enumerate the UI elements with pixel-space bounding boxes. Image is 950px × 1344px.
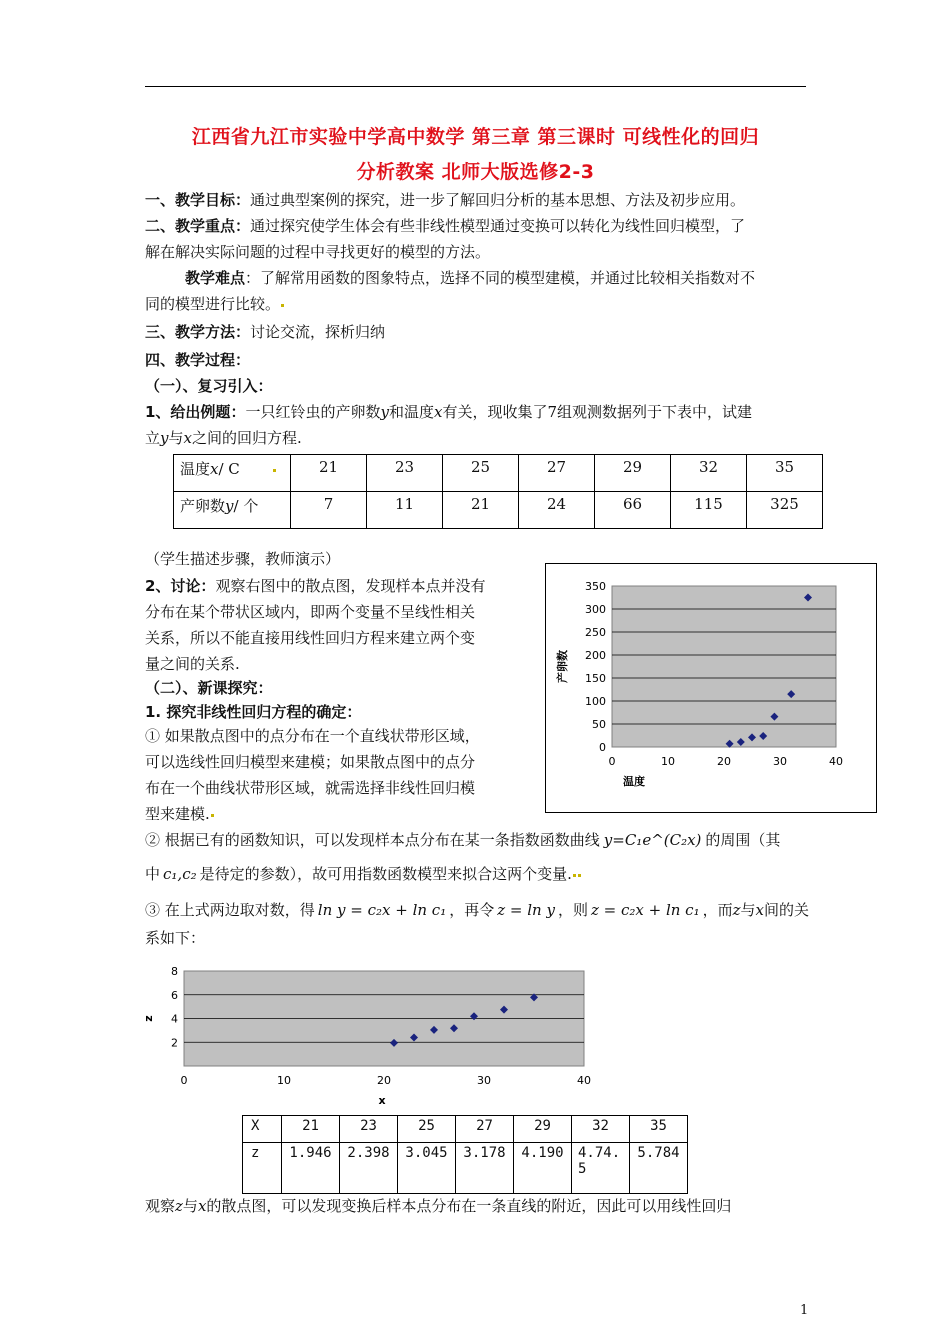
var-x: x [433,403,443,421]
table-cell: 21 [291,455,367,492]
diff-line-2 [145,294,285,314]
table-cell: 115 [671,492,747,529]
x-tick-label: 40 [577,1074,591,1087]
new-topic-label: （二）、新课探究： [145,679,273,697]
discussion-text: 观察右图中的散点图，发现样本点并没有 [215,577,486,595]
table-cell: 25 [398,1116,456,1143]
point3-text: ，而 [702,901,733,919]
table-row [243,1116,688,1143]
plot-area [612,586,836,747]
process-line [145,350,250,370]
y-tick-label: 350 [585,580,606,593]
page-number: 1 [800,1303,809,1318]
example-text: 和温度 [388,403,434,421]
y-tick-label: 8 [171,965,178,978]
var-x: x [210,460,219,478]
discussion-line-1 [145,576,485,596]
key-text-1: 通过探究使学生体会有些非线性模型通过变换可以转化为线性回归模型，了 [250,217,746,235]
y-tick-label: 300 [585,603,606,616]
formula-linear: z = c₂x + ln c₁ [590,901,700,919]
table-row-label: X [243,1116,282,1143]
method-text: 讨论交流，探析归纳 [250,323,386,341]
x-tick-label: 40 [829,755,843,768]
review-line [145,376,273,396]
point3-text: ，再令 [449,901,495,919]
table-cell: 29 [514,1116,572,1143]
formula-sub: z = ln y [497,901,555,919]
discussion-label: 2、讨论： [145,577,216,595]
mark-dot [211,814,214,817]
example-line-2 [145,428,302,448]
point2-line-1 [145,830,780,850]
y-tick-label: 6 [171,988,178,1002]
example-text: 有关，现收集了7组观测数据列于下表中，试建 [442,403,752,421]
point2-text: 是待定的参数），故可用指数函数模型来拟合这两个变量. [199,865,572,883]
goal-label: 一、教学目标： [145,191,251,209]
key-line-2: 解在解决实际问题的过程中寻找更好的模型的方法。 [145,243,491,261]
table-cell: 32 [671,455,747,492]
table-cell: 27 [519,455,595,492]
table-cell: 1.946 [282,1143,340,1194]
mark-dot [273,469,276,472]
unit-text: / C [218,460,240,478]
x-axis-label: x [378,1094,386,1107]
formula-exponential: y=C₁e^(C₂x) [603,831,702,849]
y-tick-label: 50 [592,718,606,731]
table-cell: 21 [282,1116,340,1143]
mark-dot [281,304,284,307]
table-row-label: z [243,1143,282,1194]
point2-text: 中 [145,865,161,883]
y-tick-label: 2 [171,1036,178,1050]
diff-text-2: 同的模型进行比较。 [145,295,281,313]
table-cell: 35 [630,1116,688,1143]
table-row [174,455,823,492]
x-tick-label: 30 [773,755,787,768]
example-text: 一只红铃虫的产卵数 [245,403,381,421]
var-z: z [732,901,741,919]
diff-text-1: ：了解常用函数的图象特点，选择不同的模型建模，并通过比较相关指数对不 [245,269,756,287]
example-label: 1、给出例题： [145,403,246,421]
diff-line-1 [185,268,755,288]
table-row-label [174,455,291,492]
example-text: 与 [168,429,184,447]
x-tick-label: 0 [608,755,616,768]
y-tick-label: 100 [585,695,606,708]
y-tick-label: 0 [599,741,606,754]
y-axis-label: z [142,1015,155,1022]
table-cell: 5.784 [630,1143,688,1194]
x-tick-label: 20 [377,1074,391,1087]
observe-line [145,1196,731,1216]
example-line-1 [145,402,752,422]
scatter-plot-z [140,960,610,1110]
formula-params: c₁,c₂ [163,865,197,883]
table-cell: 23 [367,455,443,492]
doc-title-line1: 江西省九江市实验中学高中数学 第三章 第三课时 可线性化的回归 [191,126,760,148]
goal-line [145,190,745,210]
y-tick-label: 4 [171,1012,178,1026]
table-cell: 24 [519,492,595,529]
label-text: 产卵数 [180,497,226,515]
table-row [243,1143,688,1194]
table-cell: 325 [747,492,823,529]
review-label: （一）、复习引入： [145,377,273,395]
x-tick-label: 30 [477,1074,491,1087]
table-cell: 4.74. 5 [572,1143,630,1194]
point3-text: ，则 [557,901,588,919]
mark-dot [578,874,581,877]
var-y: y [225,497,234,515]
new-topic-line [145,678,273,698]
method-label: 三、教学方法： [145,323,251,341]
observe-text: 观察 [145,1197,176,1215]
table-cell: 35 [747,455,823,492]
data-table-temperature-eggs [173,454,823,529]
var-z: z [175,1197,183,1215]
point1-line-3: 布在一个曲线状带形区域，就需选择非线性回归模 [145,779,476,797]
table-cell: 27 [456,1116,514,1143]
process-label: 四、教学过程： [145,351,251,369]
diff-label: 教学难点 [185,269,246,287]
x-tick-label: 0 [180,1074,188,1087]
point2-text: ② 根据已有的函数知识，可以发现样本点分布在某一条指数函数曲线 [145,831,600,849]
y-tick-label: 150 [585,672,606,685]
example-text: 之间的回归方程. [191,429,302,447]
y-axis-label: 产卵数 [556,650,569,683]
header-rule [145,86,806,87]
x-tick-label: 10 [277,1074,291,1087]
x-axis-label: 温度 [623,775,645,788]
label-text: 温度 [180,460,211,478]
x-tick-label: 10 [661,755,675,768]
var-x: x [755,901,765,919]
var-x: x [183,429,192,447]
explore-label: 1. 探究非线性回归方程的确定： [145,703,362,721]
table-cell: 66 [595,492,671,529]
student-note: （学生描述步骤，教师演示） [145,550,341,568]
point2-line-2 [145,864,582,884]
scatter-chart-eggs [545,563,877,813]
doc-title-line2: 分析教案 北师大版选修2-3 [356,161,595,183]
method-line [145,322,385,342]
scatter-plot-eggs [546,564,876,812]
point3-text: 间的关 [764,901,810,919]
example-text: 立 [145,429,161,447]
point1-line-2: 可以选线性回归模型来建模；如果散点图中的点分 [145,753,476,771]
var-y: y [380,403,389,421]
observe-text: 的散点图，可以发现变换后样本点分布在一条直线的附近，因此可以用线性回归 [206,1197,732,1215]
key-label: 二、教学重点： [145,217,251,235]
table-cell: 25 [443,455,519,492]
unit-text: / 个 [233,497,259,515]
data-table-x-z [242,1115,688,1194]
table-cell: 3.045 [398,1143,456,1194]
point3-text: ③ 在上式两边取对数，得 [145,901,315,919]
table-row-label [174,492,291,529]
table-cell: 2.398 [340,1143,398,1194]
formula-log: ln y = c₂x + ln c₁ [317,901,447,919]
discussion-line-3: 关系，所以不能直接用线性回归方程来建立两个变 [145,629,476,647]
key-line-1 [145,216,745,236]
mark-dot [573,874,576,877]
var-y: y [160,429,169,447]
table-row [174,492,823,529]
table-cell: 32 [572,1116,630,1143]
table-cell: 23 [340,1116,398,1143]
table-cell: 7 [291,492,367,529]
point2-text: 的周围（其 [705,831,781,849]
goal-text: 通过典型案例的探究，进一步了解回归分析的基本思想、方法及初步应用。 [250,191,746,209]
table-cell: 29 [595,455,671,492]
table-cell: 4.190 [514,1143,572,1194]
explore-line [145,702,361,722]
discussion-line-4: 量之间的关系. [145,655,240,673]
point1-line-4 [145,804,215,824]
table-cell: 3.178 [456,1143,514,1194]
point3-line-2: 系如下： [145,929,206,947]
observe-text: 与 [182,1197,198,1215]
y-tick-label: 200 [585,649,606,662]
table-cell: 21 [443,492,519,529]
table-cell: 11 [367,492,443,529]
x-tick-label: 20 [717,755,731,768]
point3-line-1 [145,900,809,920]
var-x: x [197,1197,207,1215]
point3-text: 与 [740,901,756,919]
y-tick-label: 250 [585,626,606,639]
point1-line-1: ① 如果散点图中的点分布在一个直线状带形区域， [145,727,480,745]
point1-text: 型来建模. [145,805,210,823]
discussion-line-2: 分布在某个带状区域内，即两个变量不呈线性相关 [145,603,476,621]
